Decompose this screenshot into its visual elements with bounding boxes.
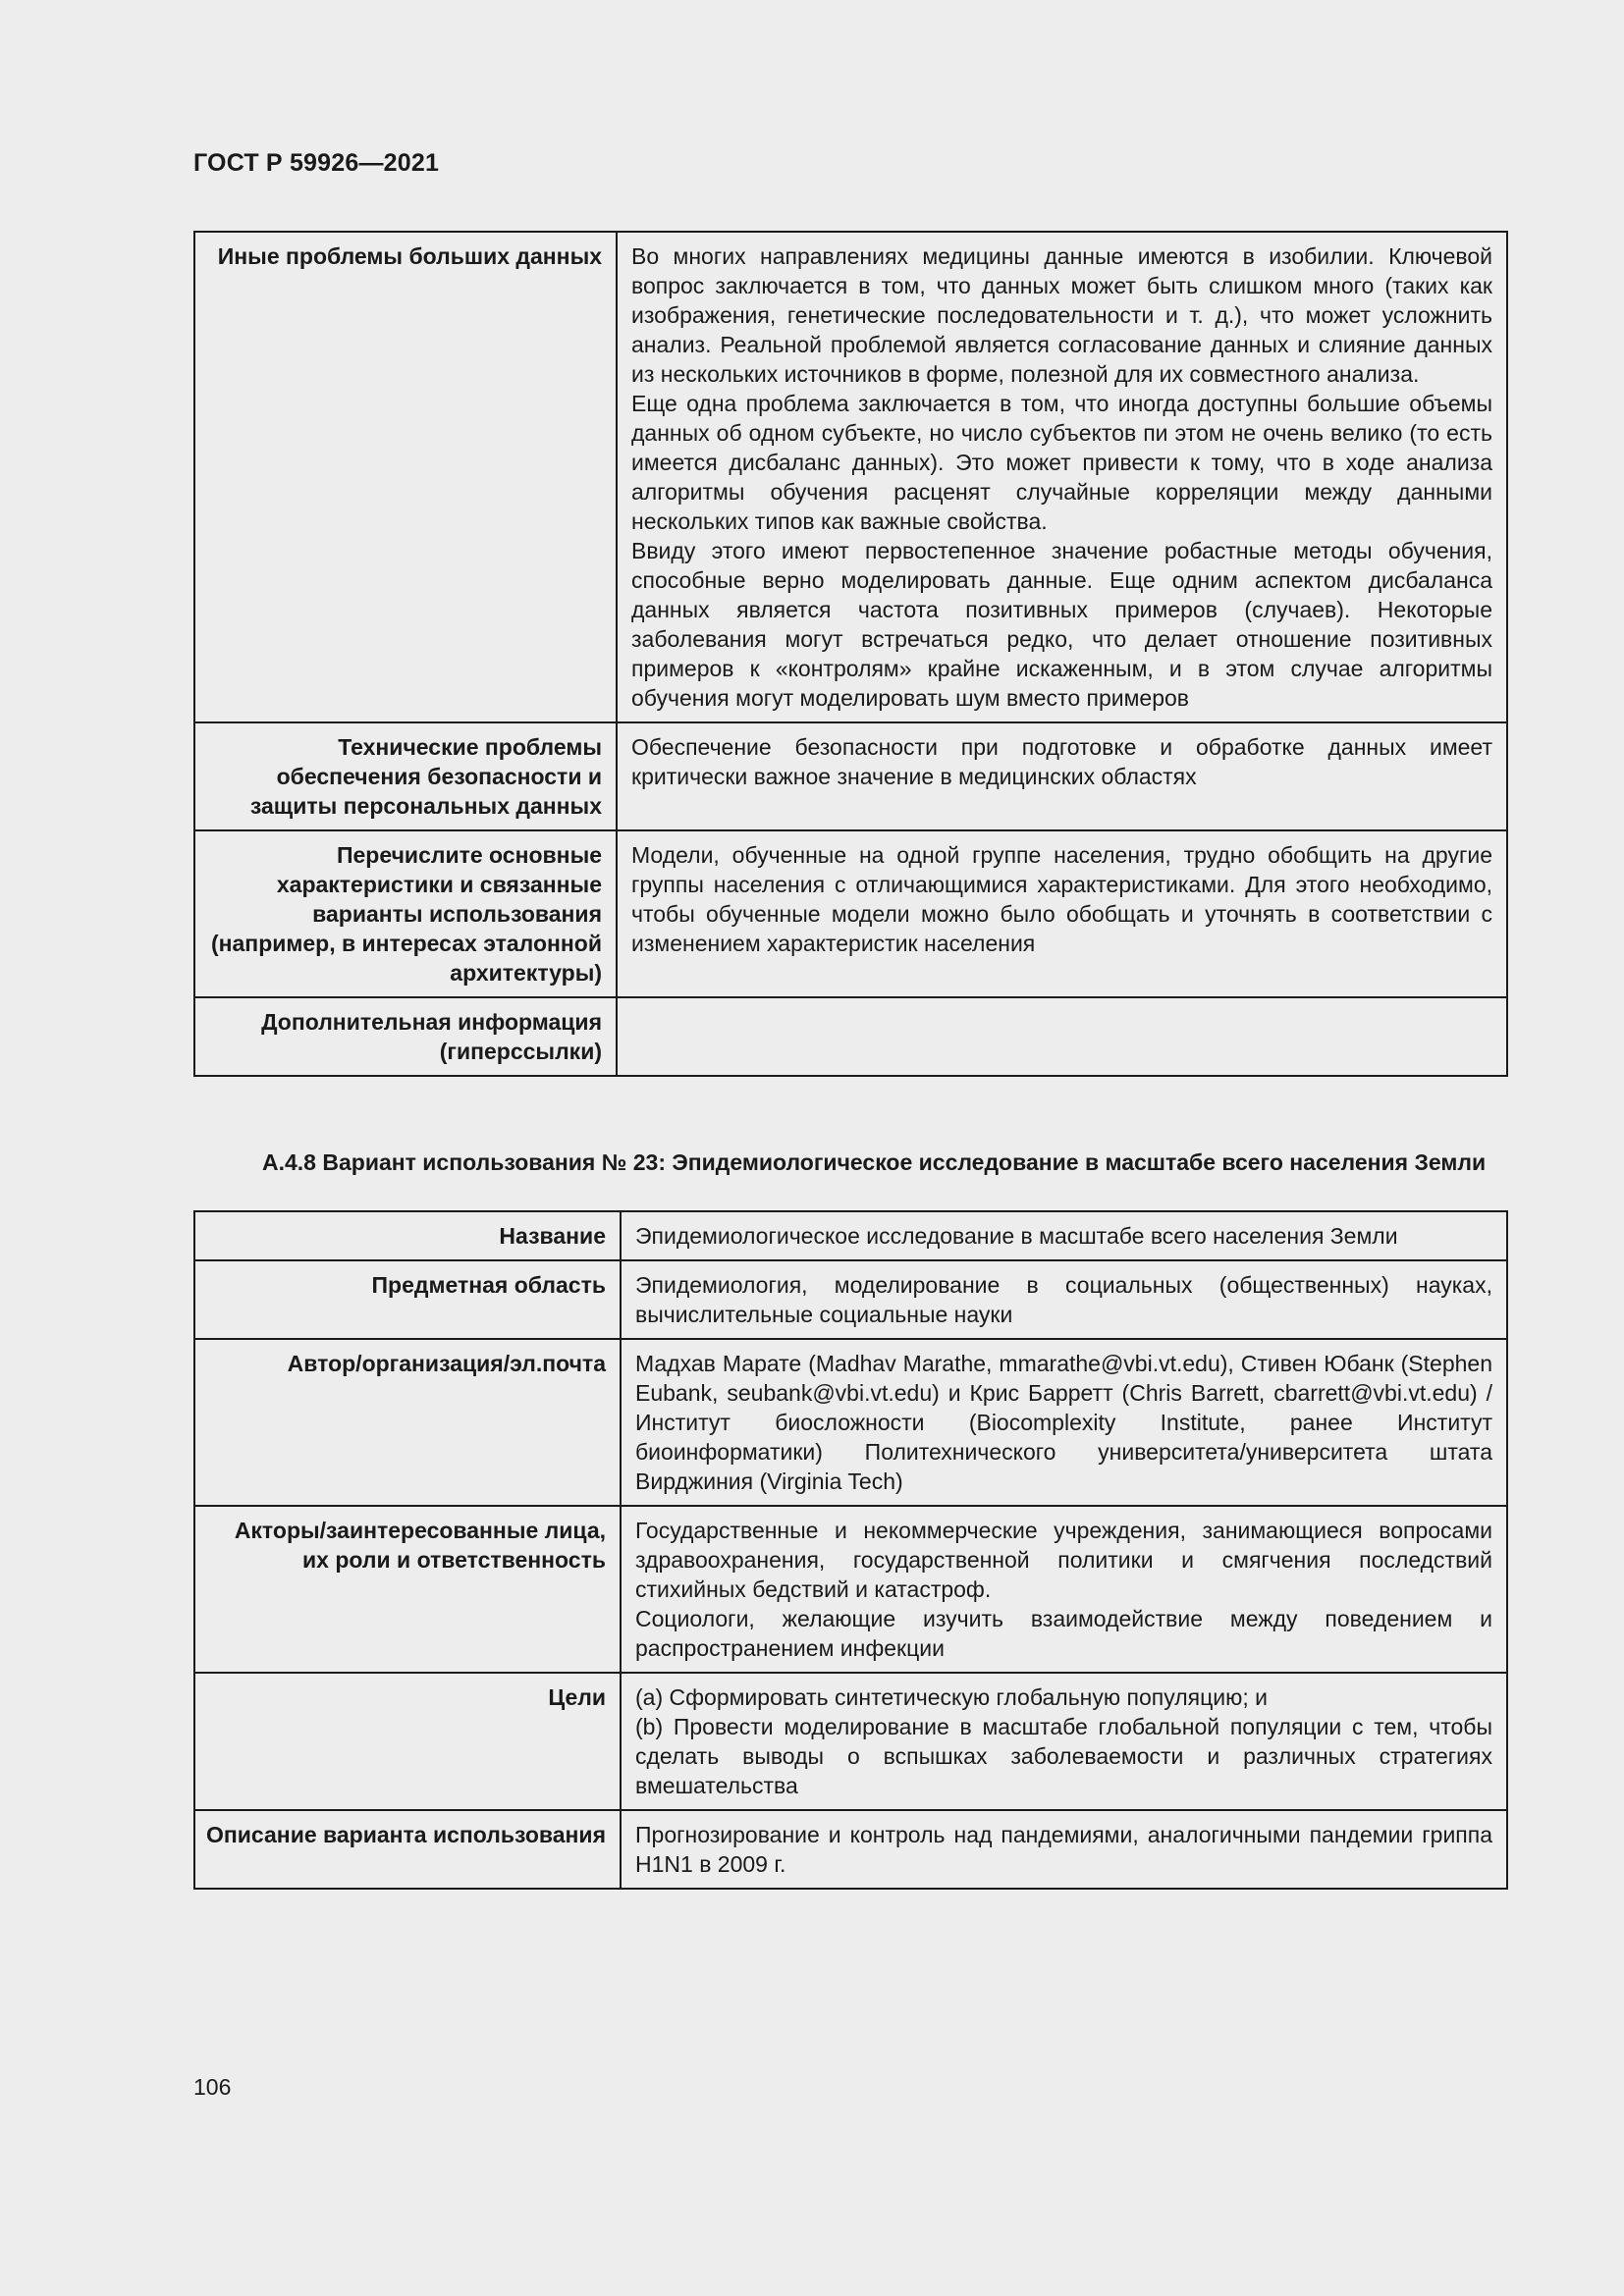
table-body [194,1211,1507,1889]
value-paragraph: Еще одна проблема заключается в том, что иногда доступны большие объемы данных об одном субъекте, но число субъектов пи этом не очень велико (то есть имеется дисбаланс данных). Это может привести к тому, что в ходе анализа алгоритмы обучения расценят случайные корреляции между данными нескольких типов как важные свойства. [631,391,1492,534]
value-paragraph: Эпидемиология, моделирование в социальных (общественных) науках, вычислительные социальные науки [635,1272,1492,1327]
value-paragraph: Государственные и некоммерческие учреждения, занимающиеся вопросами здравоохранения, государственной политики и смягчения последствий стихийных бедствий и катастроф. [635,1518,1492,1602]
use-case-table-continued [193,231,1508,1077]
value-paragraph: (a) Сформировать синтетическую глобальную популяцию; и [635,1684,1268,1710]
row-label: Описание варианта использования [194,1810,621,1889]
value-paragraph: Ввиду этого имеют первостепенное значение робастные методы обучения, способные верно моделировать данные. Еще одним аспектом дисбаланса данных является частота позитивных примеров (случаев). Некоторые заболевания могут встречаться редко, что делает отношение позитивных примеров к «контролям» крайне искаженным, и в этом случае алгоритмы обучения могут моделировать шум вместо примеров [631,538,1492,711]
row-label: Предметная область [194,1260,621,1339]
row-label: Цели [194,1673,621,1810]
row-value [621,1260,1507,1339]
row-value [621,1810,1507,1889]
row-label: Перечислите основные характеристики и связанные варианты использования (например, в интересах эталонной архитектуры) [194,830,617,997]
use-case-23-table [193,1210,1508,1890]
row-value [617,232,1507,722]
table-row [194,1260,1507,1339]
row-value [621,1506,1507,1673]
row-label: Иные проблемы больших данных [194,232,617,722]
row-label: Акторы/заинтересованные лица, их роли и ответственность [194,1506,621,1673]
table-row [194,997,1507,1076]
row-label: Дополнительная информация (гиперссылки) [194,997,617,1076]
row-value [617,722,1507,830]
table-body [194,232,1507,1076]
row-label: Автор/организация/эл.почта [194,1339,621,1506]
row-label: Технические проблемы обеспечения безопасности и защиты персональных данных [194,722,617,830]
table-row [194,232,1507,722]
table-row [194,1506,1507,1673]
value-paragraph: Эпидемиологическое исследование в масштабе всего населения Земли [635,1223,1398,1249]
table-row [194,1673,1507,1810]
row-value [617,997,1507,1076]
value-paragraph: (b) Провести моделирование в масштабе глобальной популяции с тем, чтобы сделать выводы о вспышках заболеваемости и различных стратегиях вмешательства [635,1714,1492,1798]
value-paragraph: Социологи, желающие изучить взаимодействие между поведением и распространением инфекции [635,1606,1492,1661]
row-value [617,830,1507,997]
value-paragraph: Обеспечение безопасности при подготовке и обработке данных имеет критически важное значение в медицинских областях [631,734,1492,789]
value-paragraph: Прогнозирование и контроль над пандемиями, аналогичными пандемии гриппа H1N1 в 2009 г. [635,1822,1492,1877]
value-paragraph: Мадхав Марате (Madhav Marathe, mmarathe@vbi.vt.edu), Стивен Юбанк (Stephen Eubank, seubank@vbi.vt.edu) и Крис Барретт (Chris Barrett, cbarrett@vbi.vt.edu) / Институт биосложности (Biocomplexity Institute, ранее Институт биоинформатики) Политехнического университета/университета штата Вирджиния (Virginia Tech) [635,1351,1492,1494]
document-header: ГОСТ Р 59926—2021 [193,149,440,177]
row-value [621,1673,1507,1810]
row-value [621,1211,1507,1260]
table-row [194,1339,1507,1506]
table-row [194,1211,1507,1260]
row-value [621,1339,1507,1506]
value-paragraph: Во многих направлениях медицины данные имеются в изобилии. Ключевой вопрос заключается в том, что данных может быть слишком много (таких как изображения, генетические последовательности и т. д.), что может усложнить анализ. Реальной проблемой является согласование данных и слияние данных из нескольких источников в форме, полезной для их совместного анализа. [631,243,1492,387]
page-number: 106 [193,2074,232,2100]
value-paragraph: Модели, обученные на одной группе населения, трудно обобщить на другие группы населения с отличающимися характеристиками. Для этого необходимо, чтобы обученные модели можно было обобщать и уточнять в соответствии с изменением характеристик населения [631,842,1492,956]
table-row [194,1810,1507,1889]
row-label: Название [194,1211,621,1260]
table-row [194,830,1507,997]
section-title: А.4.8 Вариант использования № 23: Эпидемиологическое исследование в масштабе всего населения Земли [262,1149,1487,1175]
table-row [194,722,1507,830]
